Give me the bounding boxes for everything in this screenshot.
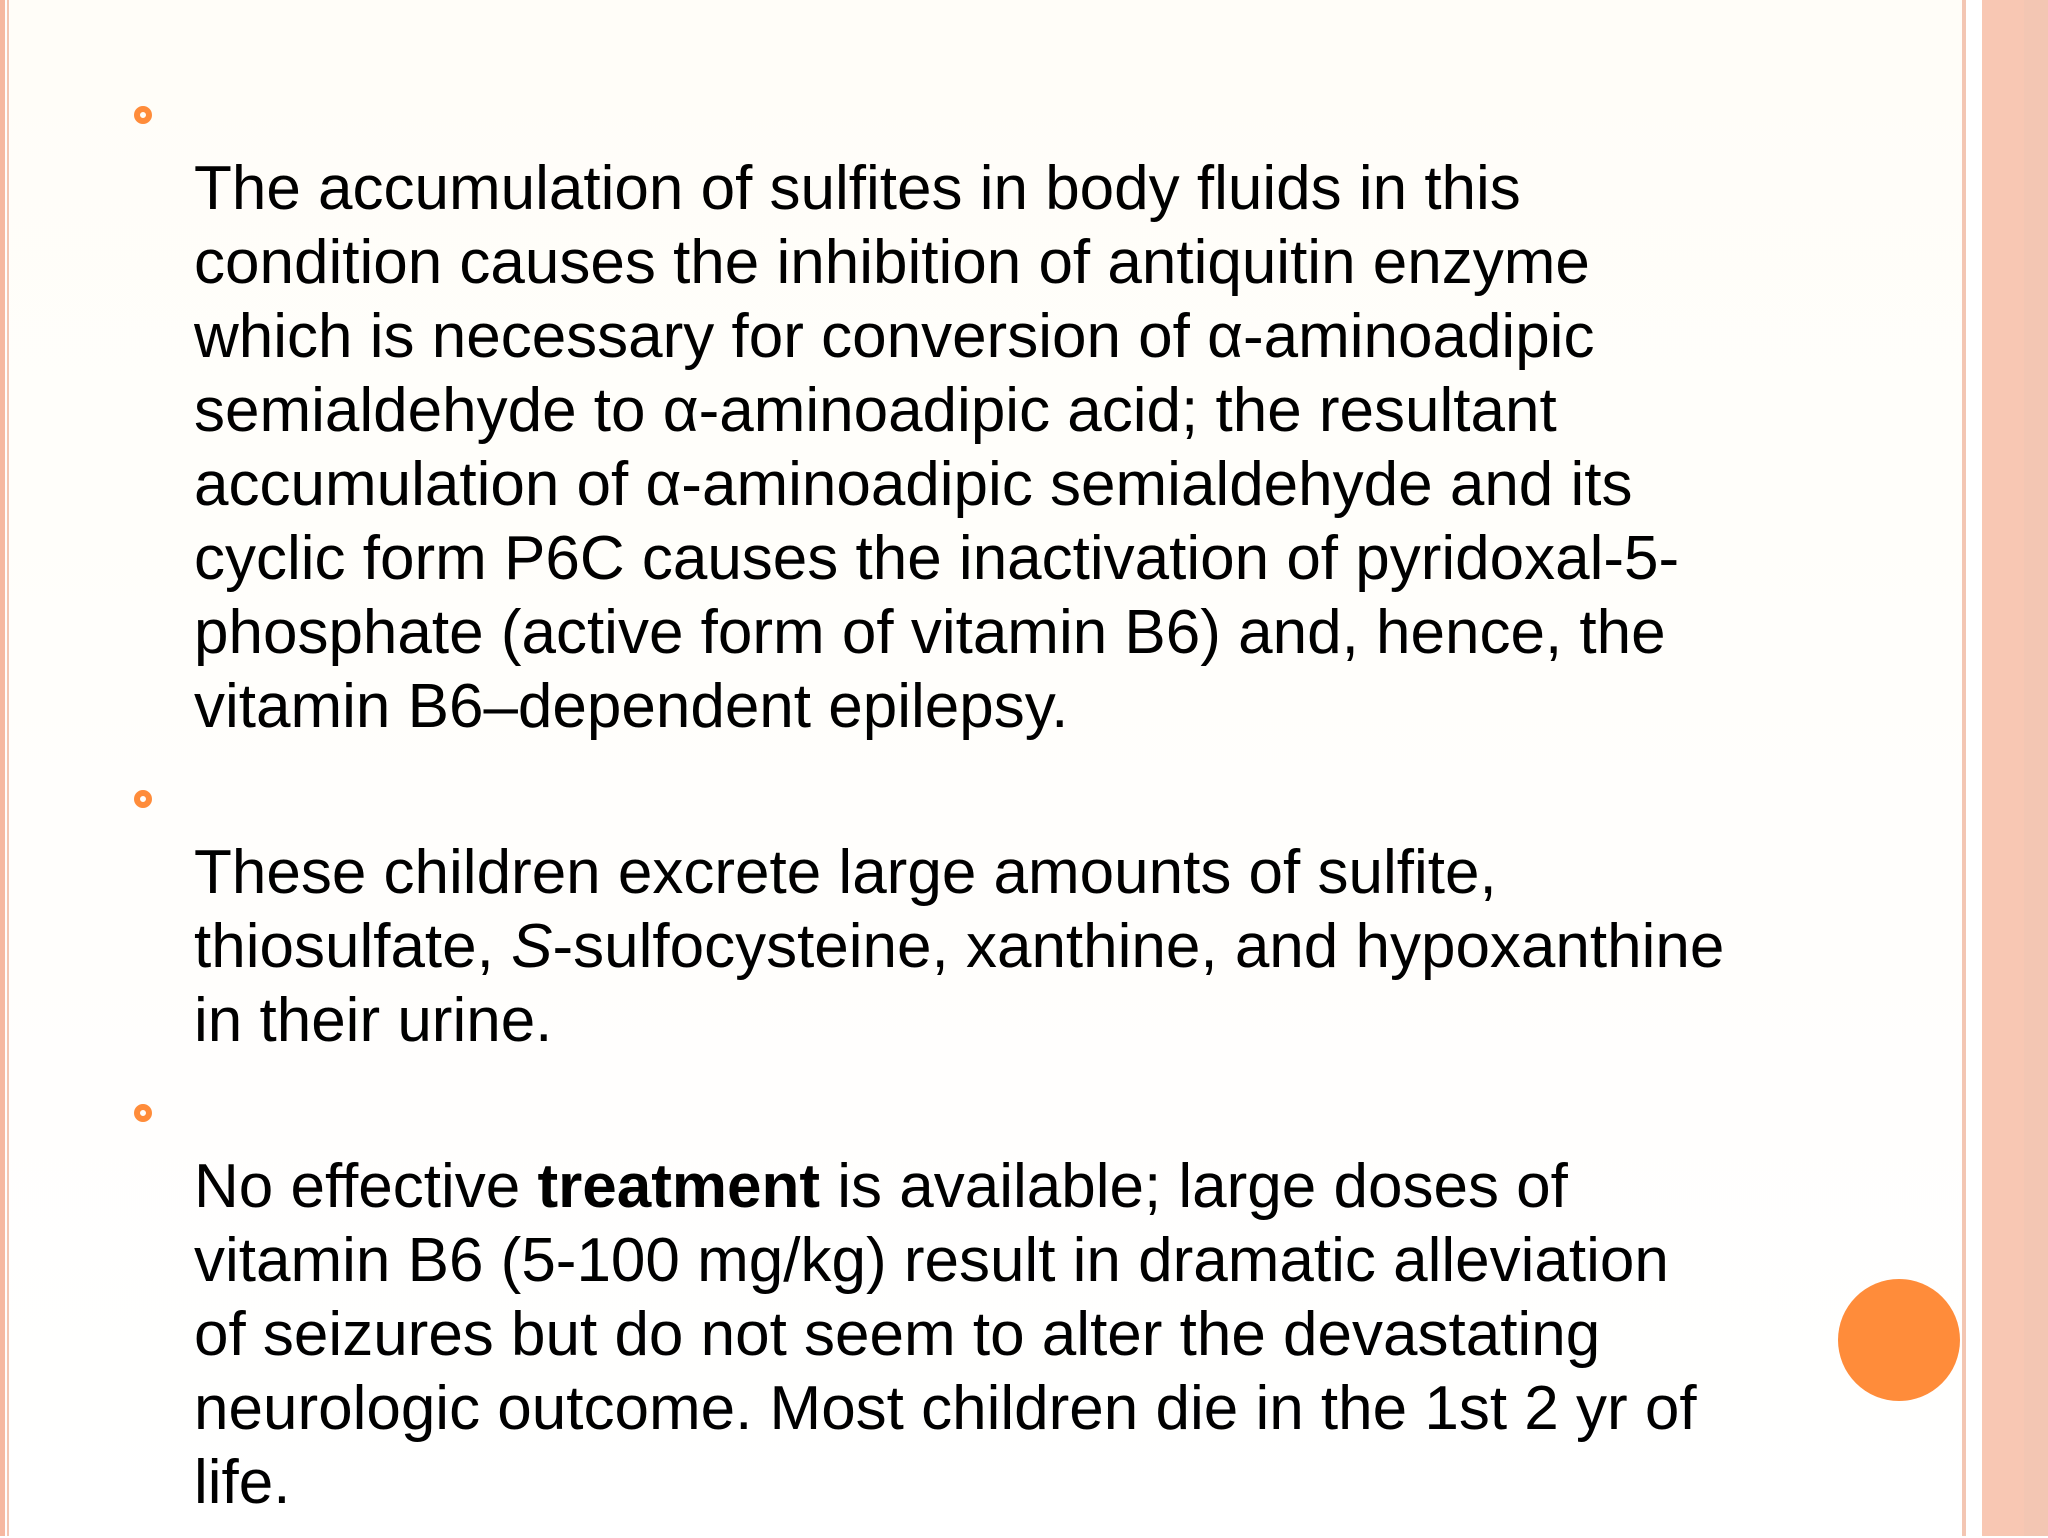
bullet-text-part: No effective xyxy=(194,1152,538,1221)
right-border-inner xyxy=(1962,0,1966,1536)
left-border-inner xyxy=(7,0,9,1536)
bullet-text xyxy=(194,762,1730,1058)
bullet-text xyxy=(194,78,1730,744)
bullet-text xyxy=(194,1076,1730,1520)
left-border xyxy=(0,0,5,1536)
orange-circle-decoration-icon xyxy=(1838,1279,1960,1401)
bullet-text-part: -sulfocysteine, xanthine, and hypoxanthine in their urine. xyxy=(194,912,1725,1055)
right-border-outer xyxy=(2024,0,2048,1536)
bullet-item xyxy=(130,1076,1730,1520)
bold-text: treatment xyxy=(537,1152,820,1221)
bullet-text-part: is available; large doses of vitamin B6 (5-100 mg/kg) result in dramatic alleviation of seizures but do not seem to alter the devastating neurologic outcome. Most children die in the 1st 2 yr of life. xyxy=(194,1152,1697,1517)
orange-ring-bullet-icon xyxy=(134,1104,152,1122)
slide xyxy=(10,0,1962,1536)
right-border-wide xyxy=(1982,0,2024,1536)
italic-text: S xyxy=(511,912,553,981)
bullet-list xyxy=(130,78,1730,1538)
orange-ring-bullet-icon xyxy=(134,106,152,124)
bullet-item xyxy=(130,762,1730,1058)
bullet-text-line: The accumulation of sulfites in body fluids in this condition causes the inhibition of antiquitin enzyme which is necessary for conversion of α-aminoadipic semialdehyde to α-aminoadipic acid; the resultant accumulation of α-aminoadipic semialdehyde and its cyclic form P6C causes the inactivation of pyridoxal-5-phosphate (active form of vitamin B6) and, hence, the vitamin B6–dependent epilepsy. xyxy=(194,154,1680,741)
bullet-item xyxy=(130,78,1730,744)
orange-ring-bullet-icon xyxy=(134,790,152,808)
bullet-text-part: These children excrete large amounts of sulfite, thiosulfate, xyxy=(194,838,1497,981)
